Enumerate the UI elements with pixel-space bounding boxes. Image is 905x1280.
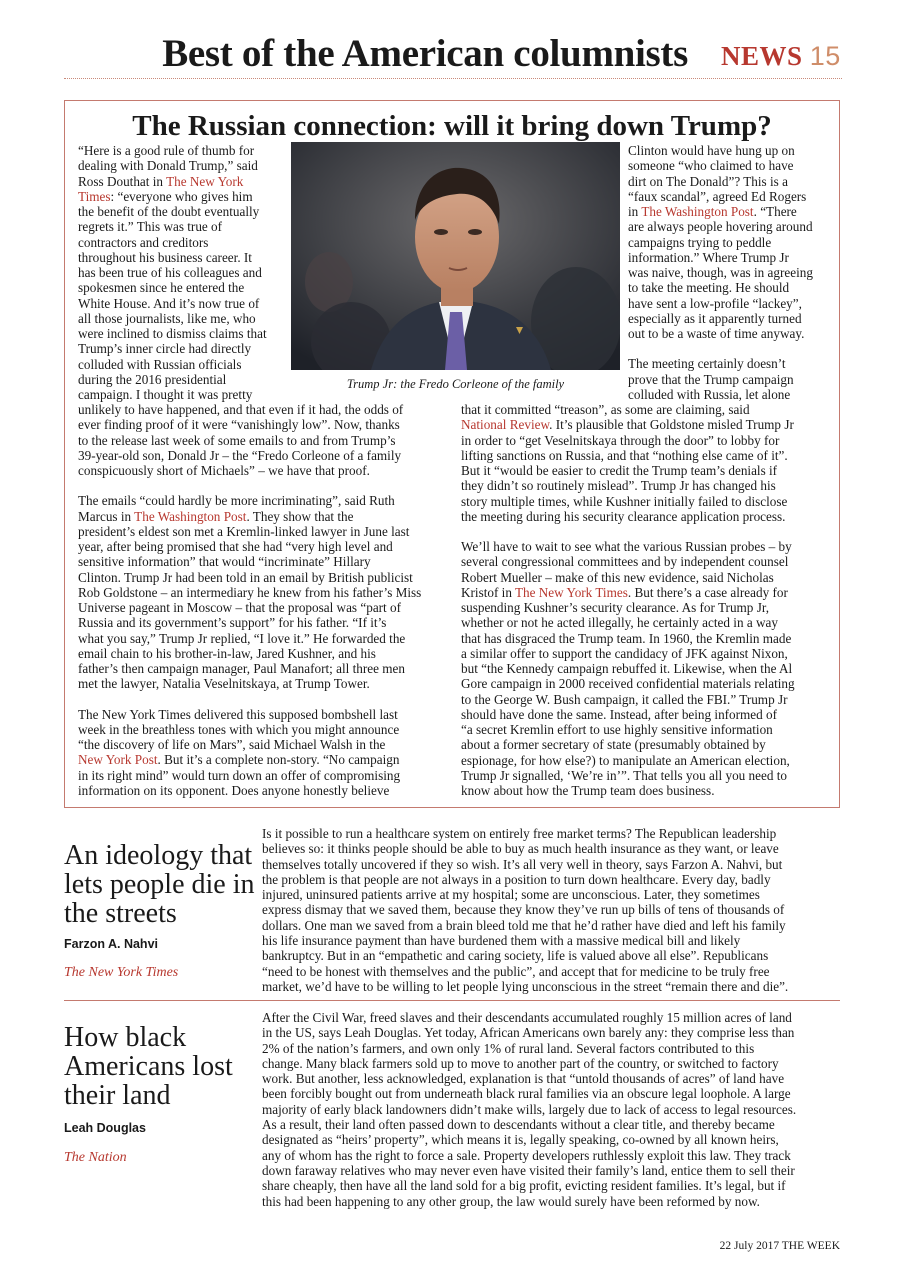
text-line — [461, 585, 795, 600]
text-line: themselves totally uncovered if they so wish. It’s all very well in theory, says Farzon A. Nahvi, but — [262, 856, 783, 872]
section-name: NEWS — [721, 41, 803, 71]
text-line — [628, 280, 813, 295]
text-run: “the discovery of life on Mars”, said Michael Walsh in the — [78, 737, 386, 752]
text-run: throughout his business career. It — [78, 249, 252, 265]
text-run: but “the Kennedy campaign rebuffed it. Likewise, when the Al — [461, 661, 793, 676]
text-run: colluded with Russia, let alone — [628, 386, 791, 402]
text-run: dirt on The Donald”? This is a — [628, 173, 788, 189]
text-line — [461, 524, 795, 539]
text-line — [628, 387, 813, 402]
text-line — [78, 585, 421, 600]
text-run: email chain to his brother-in-law, Jared Kushner, and his — [78, 645, 376, 661]
text-run: about a former secretary of state (presumably obtained by — [461, 737, 766, 753]
text-run: information.” Where Trump Jr — [628, 249, 789, 265]
text-run: “Here is a good rule of thumb for — [78, 143, 255, 158]
portrait-photo-illustration — [291, 142, 620, 370]
text-line: share cheaply, then have all the land sold for a big profit, evicting resident families. It’s legal, but if — [262, 1178, 786, 1194]
text-run: know about how the Trump team does business. — [461, 783, 715, 798]
text-run: that it committed “treason”, as some are claiming, said — [461, 402, 750, 417]
text-line — [78, 692, 421, 707]
text-line — [78, 676, 421, 691]
text-line: in the US, says Leah Douglas. Yet today, African Americans own barely any: they comprise less than — [262, 1025, 795, 1041]
text-line — [461, 707, 795, 722]
page-footer — [600, 1240, 840, 1252]
text-run: to the release last week of some emails to and from Trump’s — [78, 432, 396, 448]
text-line — [78, 539, 421, 554]
text-run: 39-year-old son, Donald Jr – the “Fredo Corleone of a family — [78, 447, 402, 463]
text-run: sensitive information” that would “incriminate” Hillary — [78, 554, 371, 570]
text-line — [628, 174, 813, 189]
text-line: down faraway relatives who may never even have visited their family’s land, entice them to sell their — [262, 1162, 795, 1178]
text-line — [78, 524, 421, 539]
article-3-body — [262, 1010, 796, 1209]
text-run: Universe pageant in Moscow – that the proposal was “part of — [78, 600, 402, 615]
text-run: a similar offer to support the candidacy of JFK against Nixon, — [461, 645, 788, 661]
text-line — [78, 448, 421, 463]
text-line — [78, 570, 421, 585]
text-line — [461, 433, 795, 448]
text-run: We’ll have to wait to see what the various Russian probes – by — [461, 539, 792, 554]
text-run: several congressional committees and by independent counsel — [461, 554, 789, 570]
text-run: what you say,” Trump Jr replied, “I love it.” He forwarded the — [78, 630, 406, 646]
text-run: president’s eldest son met a Kremlin-linked lawyer in June last — [78, 523, 410, 539]
text-line: market, we’d have to be willing to let people lying unconscious in the street “remain there and die”. — [262, 978, 789, 994]
text-run: to the George W. Bush campaign, it called the FBI.” Trump Jr — [461, 691, 788, 707]
text-run: unlikely to have happened, and that even if it had, the odds of — [78, 402, 404, 417]
text-line: bankruptcy. But in an “empathetic and caring society, life is valued above all else”. Republicans — [262, 948, 769, 964]
text-line — [628, 341, 813, 356]
article-3-headline: How black Americans lost their land — [64, 1022, 233, 1111]
text-run: contractors and creditors — [78, 234, 209, 250]
text-line: injured, uninsured patients arrive at my hospital; some are unconscious. Later, they sometimes — [262, 887, 760, 903]
publication-name: Times — [78, 188, 111, 204]
text-run: in its right mind” would turn down an offer of compromising — [78, 767, 401, 783]
text-run: campaigns trying to peddle — [628, 234, 772, 250]
text-run: regrets it.” This was true of — [78, 219, 223, 235]
text-line — [461, 539, 795, 554]
lead-story-photo — [291, 142, 620, 370]
section-label — [721, 40, 841, 72]
text-line — [78, 402, 421, 417]
text-line: work. But another, less acknowledged, explanation is that “untold thousands of acres” of land have — [262, 1071, 785, 1087]
text-run: Trump’s inner circle had directly — [78, 341, 252, 357]
text-line — [461, 600, 795, 615]
text-run: out to be a waste of time anyway. — [628, 326, 805, 341]
text-line — [78, 417, 421, 432]
text-line — [461, 615, 795, 630]
text-run: But it “would be easier to credit the Trump team’s denials if — [461, 463, 778, 478]
text-line — [461, 768, 795, 783]
text-line — [78, 143, 267, 158]
publication-name: THE WEEK — [781, 1240, 840, 1252]
text-line: majority of early black landowners didn’t make wills, largely due to lack of access to legal resources. — [262, 1101, 797, 1117]
text-line — [461, 646, 795, 661]
text-line — [461, 494, 795, 509]
text-line — [78, 478, 421, 493]
text-line — [628, 372, 813, 387]
text-run: colluded with Russian officials — [78, 356, 242, 372]
lead-story-title: The Russian connection: will it bring down Trump? — [132, 110, 772, 142]
text-line: been forcibly bought out from underneath black rural families via an obscure legal loophole. A large — [262, 1086, 791, 1102]
text-run: . They show that the — [246, 508, 354, 524]
text-run: The New York Times delivered this supposed bombshell last — [78, 706, 398, 722]
text-run: year, after being promised that she had “very high level and — [78, 539, 393, 554]
issue-date: 22 July 2017 — [719, 1240, 780, 1252]
publication-name: The Washington Post — [641, 204, 754, 219]
text-run: campaign. I thought it was pretty — [78, 387, 253, 402]
text-run: Russia and its government’s support” for his father. “If it’s — [78, 615, 387, 631]
text-line — [461, 448, 795, 463]
text-line — [628, 250, 813, 265]
text-line — [461, 722, 795, 737]
text-run: during the 2016 presidential — [78, 371, 227, 387]
text-line — [78, 661, 421, 676]
text-run: Marcus in — [78, 508, 135, 524]
text-line — [461, 737, 795, 752]
text-line — [628, 219, 813, 234]
text-run: conspicuously short of Michaels” – we have that proof. — [78, 463, 370, 478]
text-line — [461, 692, 795, 707]
text-line: his life insurance payment than have burdened them with a massive medical bill and likely — [262, 933, 741, 949]
text-run: Trump Jr signalled, ‘We’re in’”. That tells you all you need to — [461, 767, 787, 783]
article-3-source: The Nation — [64, 1150, 127, 1165]
text-line — [78, 768, 421, 783]
article-2-author: Farzon A. Nahvi — [64, 937, 158, 951]
publication-name: National Review — [461, 417, 550, 433]
text-line — [628, 158, 813, 173]
text-run: story multiple times, while Kushner initially failed to disclose — [461, 493, 788, 509]
text-run: in — [628, 204, 642, 219]
text-line — [461, 509, 795, 524]
photo-caption: Trump Jr: the Fredo Corleone of the family — [346, 377, 565, 391]
lead-column-right-upper — [628, 143, 813, 402]
text-line — [461, 661, 795, 676]
text-line — [461, 478, 795, 493]
text-line: believes so: it thinks people should be able to buy as much health insurance as they want, or leave — [262, 841, 779, 857]
text-run: White House. And it’s now true of — [78, 295, 260, 311]
text-line — [461, 631, 795, 646]
text-line — [78, 509, 421, 524]
text-line — [78, 311, 267, 326]
text-run: . “There — [753, 204, 797, 219]
article-divider — [64, 1000, 840, 1001]
article-3-author: Leah Douglas — [64, 1121, 146, 1135]
text-line — [78, 463, 421, 478]
text-line — [78, 372, 267, 387]
text-run: week in the breathless tones with which you might announce — [78, 721, 400, 737]
text-line — [461, 417, 795, 432]
text-line: After the Civil War, freed slaves and their descendants accumulated roughly 15 million acres of land — [262, 1010, 792, 1025]
text-line — [628, 189, 813, 204]
text-line: “need to be honest with themselves and the public”, and accept that for medicine to be truly free — [262, 963, 770, 979]
text-run: that has disgraced the Trump team. In 1960, the Kremlin made — [461, 630, 792, 646]
text-run: was naive, though, was in agreeing — [628, 265, 813, 280]
text-line — [78, 752, 421, 767]
text-run: . But it’s a complete non-story. “No campaign — [157, 752, 400, 768]
text-line — [78, 326, 267, 341]
publication-name: New York Post — [78, 752, 158, 768]
text-line — [78, 631, 421, 646]
text-line — [628, 265, 813, 280]
text-line — [78, 387, 267, 402]
text-run: they didn’t so routinely mislead”. Trump Jr has changed his — [461, 478, 776, 494]
article-2-body — [262, 826, 788, 994]
text-line — [461, 570, 795, 585]
text-line: any of whom has the right to force a sale. Property developers ruthlessly exploit this law. They track — [262, 1147, 791, 1163]
text-run: suspending Kushner’s security clearance. As for Trump Jr, — [461, 600, 769, 615]
text-line: the problem is that people are not always in a position to turn down healthcare. Every day, badly — [262, 871, 771, 887]
text-line: express dismay that we saved them, because they know they’ve run up bills of tens of thousands of — [262, 902, 785, 918]
text-line: dollars. One man we saved from a brain bleed told me that he’d rather have died and left his family — [262, 917, 786, 933]
text-line — [78, 722, 421, 737]
publication-name: The New York — [166, 173, 244, 189]
publication-name: The New York Times — [514, 584, 628, 600]
text-run: has been true of his colleagues and — [78, 265, 262, 280]
text-run: spokesmen since he entered the — [78, 280, 245, 296]
text-run: Clinton would have hung up on — [628, 143, 795, 158]
text-line — [78, 554, 421, 569]
text-run: information on its opponent. Does anyone honestly believe — [78, 782, 390, 798]
text-line — [78, 158, 267, 173]
text-line — [461, 463, 795, 478]
text-line — [78, 219, 267, 234]
text-line — [78, 707, 421, 722]
page-number: 15 — [809, 41, 841, 71]
text-line — [628, 311, 813, 326]
text-run: especially as it apparently turned — [628, 310, 802, 326]
text-run: dealing with Donald Trump,” said — [78, 158, 258, 174]
text-line — [78, 265, 267, 280]
text-run: to take the meeting. He should — [628, 280, 790, 296]
text-run: in order to “get Veselnitskaya through the door” to lobby for — [461, 432, 780, 448]
text-run: have sent a low-profile “lackey”, — [628, 295, 802, 311]
text-line — [78, 493, 421, 508]
text-line — [78, 204, 267, 219]
lead-column-left-upper — [78, 143, 267, 402]
text-line: Is it possible to run a healthcare system on entirely free market terms? The Republican leadership — [262, 826, 777, 841]
text-run: someone “who claimed to have — [628, 158, 794, 174]
text-line — [78, 646, 421, 661]
text-run: . It’s plausible that Goldstone misled Trump Jr — [549, 417, 794, 433]
header-divider — [64, 78, 842, 79]
text-line — [78, 235, 267, 250]
text-line: As a result, their land often passed down to descendants without a clear title, and thereby became — [262, 1117, 775, 1133]
text-run: the benefit of the doubt eventually — [78, 204, 260, 219]
text-line — [78, 433, 421, 448]
text-line — [461, 554, 795, 569]
lead-column-left-lower — [78, 402, 421, 798]
publication-name: The Washington Post — [134, 508, 247, 524]
text-run: father’s then campaign manager, Paul Manafort; all three men — [78, 661, 405, 676]
text-line — [78, 783, 421, 798]
text-run: espionage, for how else?) to manipulate an American election, — [461, 752, 790, 768]
text-run: whether or not he acted illegally, he certainly acted in a way — [461, 615, 778, 631]
text-line — [78, 189, 267, 204]
lead-column-right-lower — [461, 402, 795, 798]
text-run: : “everyone who gives him — [110, 188, 253, 204]
text-run: The meeting certainly doesn’t — [628, 356, 786, 372]
text-line — [78, 341, 267, 356]
text-line — [628, 296, 813, 311]
text-run: Ross Douthat in — [78, 173, 167, 189]
article-2-headline: An ideology that lets people die in the streets — [64, 840, 255, 929]
text-line — [78, 296, 267, 311]
text-run: lifting sanctions on Russia, and that “nothing else came of it”. — [461, 447, 788, 463]
text-run: prove that the Trump campaign — [628, 371, 794, 387]
text-run: “faux scandal”, agreed Ed Rogers — [628, 188, 807, 204]
text-run: the meeting during his security clearance application process. — [461, 508, 786, 524]
text-run: The emails “could hardly be more incriminating”, said Ruth — [78, 493, 395, 509]
text-run: Rob Goldstone – an intermediary he knew from his father’s Miss — [78, 584, 422, 600]
text-run: should have done the same. Instead, after being informed of — [461, 706, 778, 722]
text-line — [461, 676, 795, 691]
text-line: designated as “heirs’ property”, which means it is, legally speaking, co-owned by all known heirs, — [262, 1132, 779, 1148]
text-line — [78, 357, 267, 372]
text-run: Robert Mueller – make of this new evidence, said Nicholas — [461, 569, 774, 585]
text-line — [78, 250, 267, 265]
text-line: 2% of the nation’s farmers, and own only 1% of rural land. Several factors contributed to this — [262, 1040, 755, 1056]
text-line — [628, 235, 813, 250]
text-line: this had been happening to any other group, the law would surely have been reformed by now. — [262, 1193, 760, 1209]
text-line — [78, 600, 421, 615]
text-run: Gore campaign in 2000 received confidential materials relating — [461, 676, 795, 692]
text-run: Clinton. Trump Jr had been told in an email by British publicist — [78, 569, 413, 585]
article-2-source: The New York Times — [64, 965, 179, 980]
text-line — [461, 783, 795, 798]
text-run: ever finding proof of it were “vanishingly low”. Now, thanks — [78, 417, 400, 433]
text-line — [78, 737, 421, 752]
text-line — [628, 204, 813, 219]
text-line — [461, 753, 795, 768]
text-line — [461, 402, 795, 417]
page-header-title: Best of the American columnists — [162, 32, 688, 75]
text-line: change. Many black farmers sold up to move to another part of the country, or switched to factory — [262, 1055, 779, 1071]
text-run: met the lawyer, Natalia Veselnitskaya, at Trump Tower. — [78, 676, 370, 692]
text-run: . But there’s a case already for — [627, 584, 788, 600]
text-line — [628, 356, 813, 371]
text-line — [628, 326, 813, 341]
text-line — [628, 143, 813, 158]
text-run: all those journalists, like me, who — [78, 310, 256, 326]
text-line — [78, 174, 267, 189]
text-run: Kristof in — [461, 584, 515, 600]
text-run: are always people hovering around — [628, 219, 813, 235]
text-line — [78, 280, 267, 295]
text-run: “a secret Kremlin effort to use highly sensitive information — [461, 722, 773, 737]
text-run: were inclined to dismiss claims that — [78, 326, 267, 341]
text-line — [78, 615, 421, 630]
